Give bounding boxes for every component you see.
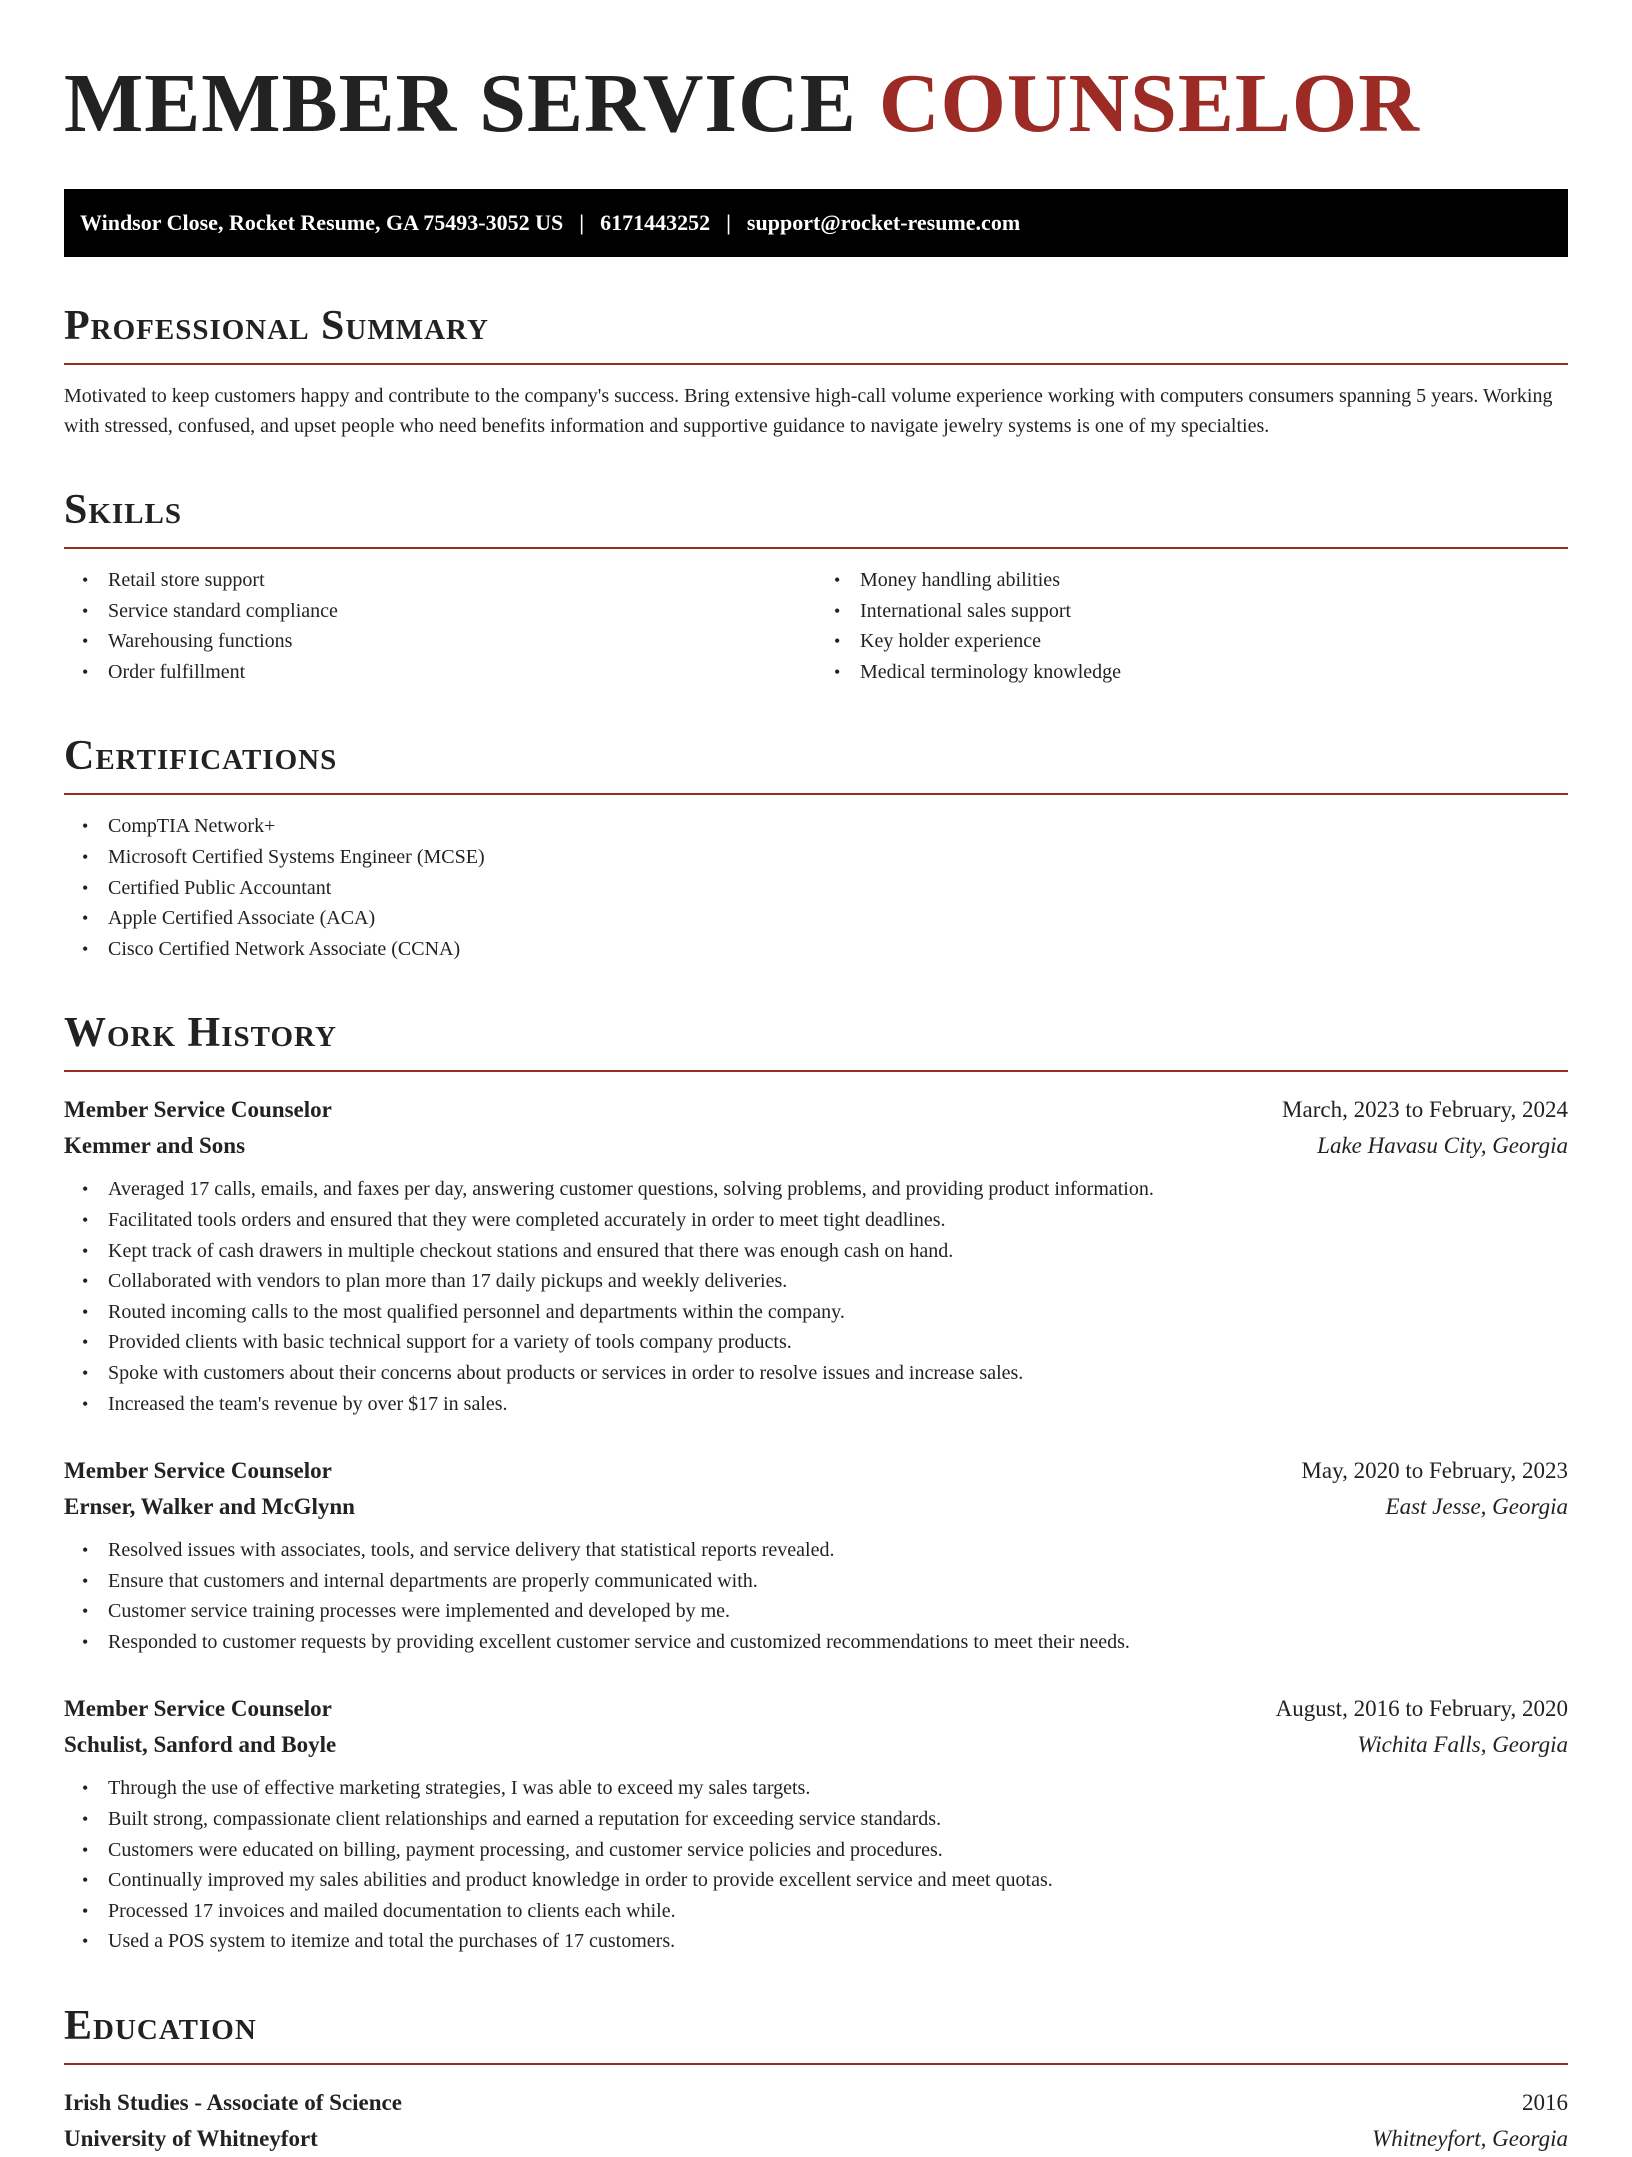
job-company: Schulist, Sanford and Boyle	[64, 1732, 337, 1758]
job-duty: • Collaborated with vendors to plan more than 17 daily pickups and weekly deliveries.	[108, 1266, 1568, 1297]
job-duty: • Processed 17 invoices and mailed documentation to clients each while.	[108, 1896, 1568, 1927]
job-duty: • Spoke with customers about their concerns about products or services in order to resolve issues and increase sales.	[108, 1358, 1568, 1389]
resume-name	[64, 56, 1568, 152]
job-duty: • Used a POS system to itemize and total the purchases of 17 customers.	[108, 1926, 1568, 1957]
education-location: Whitneyfort, Georgia	[1372, 2126, 1568, 2152]
education-section	[64, 2001, 1568, 2157]
certification-item: • Certified Public Accountant	[108, 873, 1568, 904]
job-duties-list	[64, 1535, 1568, 1657]
job-duty: • Kept track of cash drawers in multiple checkout stations and ensured that there was enough cash on hand.	[108, 1236, 1568, 1267]
skill-item: • Order fulfillment	[108, 657, 816, 688]
job-duties-list	[64, 1773, 1568, 1957]
job-dates: August, 2016 to February, 2020	[1275, 1696, 1568, 1722]
name-accent: COUNSELOR	[878, 57, 1420, 150]
skill-item: • Key holder experience	[860, 626, 1568, 657]
contact-separator: |	[579, 210, 585, 235]
name-first: MEMBER SERVICE	[64, 57, 857, 150]
skills-heading: Skills	[64, 485, 1568, 549]
skill-item: • International sales support	[860, 596, 1568, 627]
certification-item: • CompTIA Network+	[108, 811, 1568, 842]
skills-list-left	[64, 565, 816, 687]
job-location: Lake Havasu City, Georgia	[1317, 1133, 1568, 1159]
job-location: Wichita Falls, Georgia	[1357, 1732, 1568, 1758]
job-title: Member Service Counselor	[64, 1696, 332, 1722]
job-duty: • Routed incoming calls to the most qualified personnel and departments within the company.	[108, 1297, 1568, 1328]
certification-item: • Cisco Certified Network Associate (CCNA)	[108, 934, 1568, 965]
job-duty: • Continually improved my sales abilities and product knowledge in order to provide excellent service and meet quotas.	[108, 1865, 1568, 1896]
education-heading: Education	[64, 2001, 1568, 2065]
job-company: Kemmer and Sons	[64, 1133, 246, 1159]
job-duty: • Averaged 17 calls, emails, and faxes per day, answering customer questions, solving problems, and providing product information.	[108, 1174, 1568, 1205]
job-duty: • Responded to customer requests by providing excellent customer service and customized recommendations to meet their needs.	[108, 1627, 1568, 1658]
job-company-row	[64, 1128, 1568, 1164]
certification-item: • Microsoft Certified Systems Engineer (MCSE)	[108, 842, 1568, 873]
job-dates: May, 2020 to February, 2023	[1301, 1458, 1568, 1484]
job-title: Member Service Counselor	[64, 1458, 332, 1484]
job-header-row	[64, 1453, 1568, 1489]
job-entry	[64, 1453, 1568, 1657]
job-duty: • Built strong, compassionate client relationships and earned a reputation for exceeding service standards.	[108, 1804, 1568, 1835]
job-location: East Jesse, Georgia	[1385, 1494, 1568, 1520]
certifications-list	[64, 811, 1568, 964]
summary-section	[64, 301, 1568, 441]
job-header-row	[64, 1092, 1568, 1128]
skills-list-right	[816, 565, 1568, 687]
skill-item: • Money handling abilities	[860, 565, 1568, 596]
job-company-row	[64, 1727, 1568, 1763]
skill-item: • Service standard compliance	[108, 596, 816, 627]
job-entry	[64, 1092, 1568, 1419]
certifications-section	[64, 731, 1568, 964]
certification-item: • Apple Certified Associate (ACA)	[108, 903, 1568, 934]
contact-bar	[64, 189, 1568, 257]
contact-email: support@rocket-resume.com	[746, 210, 1021, 235]
skill-item: • Medical terminology knowledge	[860, 657, 1568, 688]
job-duty: • Resolved issues with associates, tools, and service delivery that statistical reports revealed.	[108, 1535, 1568, 1566]
education-school: University of Whitneyfort	[64, 2126, 318, 2152]
work-history-section	[64, 1008, 1568, 1957]
job-duty: • Through the use of effective marketing strategies, I was able to exceed my sales targets.	[108, 1773, 1568, 1804]
education-degree: Irish Studies - Associate of Science	[64, 2090, 402, 2116]
contact-phone: 6171443252	[600, 210, 711, 235]
skill-item: • Warehousing functions	[108, 626, 816, 657]
job-duties-list	[64, 1174, 1568, 1419]
job-company-row	[64, 1489, 1568, 1525]
education-degree-row	[64, 2085, 1568, 2121]
job-dates: March, 2023 to February, 2024	[1282, 1097, 1568, 1123]
certifications-heading: Certifications	[64, 731, 1568, 795]
contact-separator: |	[726, 210, 731, 235]
job-duty: • Increased the team's revenue by over $17 in sales.	[108, 1389, 1568, 1420]
job-duty: • Provided clients with basic technical support for a variety of tools company products.	[108, 1327, 1568, 1358]
education-year: 2016	[1522, 2090, 1568, 2116]
contact-address: Windsor Close, Rocket Resume, GA 75493-3052 US	[80, 210, 564, 235]
work-history-heading: Work History	[64, 1008, 1568, 1072]
job-duty: • Ensure that customers and internal departments are properly communicated with.	[108, 1566, 1568, 1597]
job-company: Ernser, Walker and McGlynn	[64, 1494, 355, 1520]
summary-text: Motivated to keep customers happy and contribute to the company's success. Bring extensive high-call volume experience working with computers consumers spanning 5 years. Working with stressed, confused, and upset people who need benefits information and supportive guidance to navigate jewelry systems is one of my specialties.	[64, 385, 1553, 437]
job-duty: • Facilitated tools orders and ensured that they were completed accurately in order to meet tight deadlines.	[108, 1205, 1568, 1236]
job-header-row	[64, 1691, 1568, 1727]
summary-heading: Professional Summary	[64, 301, 1568, 365]
education-entry	[64, 2085, 1568, 2157]
skills-section	[64, 485, 1568, 687]
skill-item: • Retail store support	[108, 565, 816, 596]
job-entry	[64, 1691, 1568, 1957]
job-duty: • Customers were educated on billing, payment processing, and customer service policies and procedures.	[108, 1835, 1568, 1866]
job-duty: • Customer service training processes were implemented and developed by me.	[108, 1596, 1568, 1627]
job-title: Member Service Counselor	[64, 1097, 332, 1123]
skills-grid	[64, 565, 1568, 687]
education-school-row	[64, 2121, 1568, 2157]
